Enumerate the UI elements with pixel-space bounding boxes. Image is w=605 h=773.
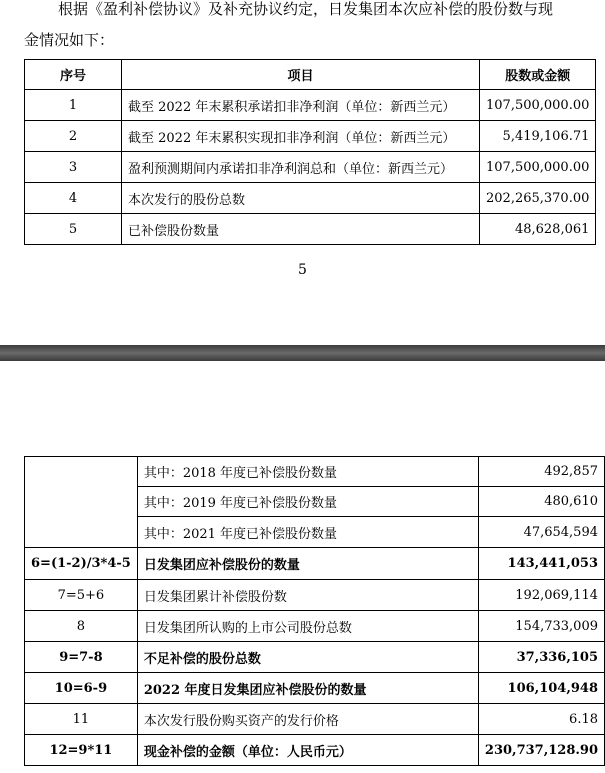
row-item: 日发集团应补偿股份的数量 bbox=[137, 548, 478, 580]
row-item: 盈利预测期间内承诺扣非净利润总和（单位：新西兰元） bbox=[122, 152, 480, 183]
document-page-top bbox=[0, 0, 605, 345]
row-value: 202,265,370.00 bbox=[480, 183, 596, 214]
row-value: 37,336,105 bbox=[478, 642, 604, 673]
row-no: 9=7-8 bbox=[25, 642, 138, 673]
table-row bbox=[25, 90, 596, 121]
row-item: 本次发行股份购买资产的发行价格 bbox=[137, 704, 478, 735]
table-row bbox=[25, 704, 605, 735]
row-no-empty bbox=[25, 457, 138, 548]
table-header-row bbox=[25, 60, 596, 90]
row-value: 107,500,000.00 bbox=[480, 90, 596, 121]
row-value: 47,654,594 bbox=[478, 517, 604, 548]
row-item: 截至 2022 年末累积实现扣非净利润（单位：新西兰元） bbox=[122, 121, 480, 152]
document-page-bottom bbox=[0, 361, 605, 773]
row-item: 现金补偿的金额（单位：人民币元） bbox=[137, 735, 478, 766]
row-no: 10=6-9 bbox=[25, 673, 138, 704]
row-no: 5 bbox=[25, 214, 122, 245]
row-item: 已补偿股份数量 bbox=[122, 214, 480, 245]
row-no: 8 bbox=[25, 611, 138, 642]
row-no: 6=(1-2)/3*4-5 bbox=[25, 548, 138, 580]
row-no: 7=5+6 bbox=[25, 580, 138, 611]
table-row bbox=[25, 121, 596, 152]
compensation-table-part1 bbox=[24, 59, 596, 245]
row-value: 230,737,128.90 bbox=[478, 735, 604, 766]
table-row bbox=[25, 152, 596, 183]
row-item: 其中：2019 年度已补偿股份数量 bbox=[137, 487, 478, 517]
row-no: 2 bbox=[25, 121, 122, 152]
table-row bbox=[25, 673, 605, 704]
row-item: 其中：2018 年度已补偿股份数量 bbox=[137, 457, 478, 487]
table-row bbox=[25, 183, 596, 214]
row-item: 日发集团累计补偿股份数 bbox=[137, 580, 478, 611]
table-row bbox=[25, 735, 605, 766]
row-no: 11 bbox=[25, 704, 138, 735]
page-separator bbox=[0, 345, 605, 361]
intro-line-1: 根据《盈利补偿协议》及补充协议约定，日发集团本次应补偿的股份数与现 bbox=[58, 0, 554, 18]
row-value: 480,610 bbox=[478, 487, 604, 517]
row-value: 6.18 bbox=[478, 704, 604, 735]
row-item: 截至 2022 年末累积承诺扣非净利润（单位：新西兰元） bbox=[122, 90, 480, 121]
row-value: 107,500,000.00 bbox=[480, 152, 596, 183]
row-no: 12=9*11 bbox=[25, 735, 138, 766]
row-item: 日发集团所认购的上市公司股份总数 bbox=[137, 611, 478, 642]
row-value: 106,104,948 bbox=[478, 673, 604, 704]
row-no: 1 bbox=[25, 90, 122, 121]
row-item: 本次发行的股份总数 bbox=[122, 183, 480, 214]
header-item: 项目 bbox=[122, 60, 480, 90]
row-item: 其中：2021 年度已补偿股份数量 bbox=[137, 517, 478, 548]
row-value: 192,069,114 bbox=[478, 580, 604, 611]
row-value: 48,628,061 bbox=[480, 214, 596, 245]
table-row bbox=[25, 457, 605, 487]
row-no: 3 bbox=[25, 152, 122, 183]
table-row bbox=[25, 611, 605, 642]
row-no: 4 bbox=[25, 183, 122, 214]
row-value: 154,733,009 bbox=[478, 611, 604, 642]
header-value: 股数或金额 bbox=[480, 60, 596, 90]
row-value: 5,419,106.71 bbox=[480, 121, 596, 152]
row-value: 143,441,053 bbox=[478, 548, 604, 580]
header-no: 序号 bbox=[25, 60, 122, 90]
table-row bbox=[25, 214, 596, 245]
row-item: 2022 年度日发集团应补偿股份的数量 bbox=[137, 673, 478, 704]
intro-line-2: 金情况如下： bbox=[24, 31, 115, 49]
intro-paragraph bbox=[24, 0, 590, 56]
page-number: 5 bbox=[298, 262, 307, 278]
table-row bbox=[25, 548, 605, 580]
table-row bbox=[25, 642, 605, 673]
row-item: 不足补偿的股份总数 bbox=[137, 642, 478, 673]
table-row bbox=[25, 580, 605, 611]
row-value: 492,857 bbox=[478, 457, 604, 487]
compensation-table-part2 bbox=[24, 456, 605, 766]
